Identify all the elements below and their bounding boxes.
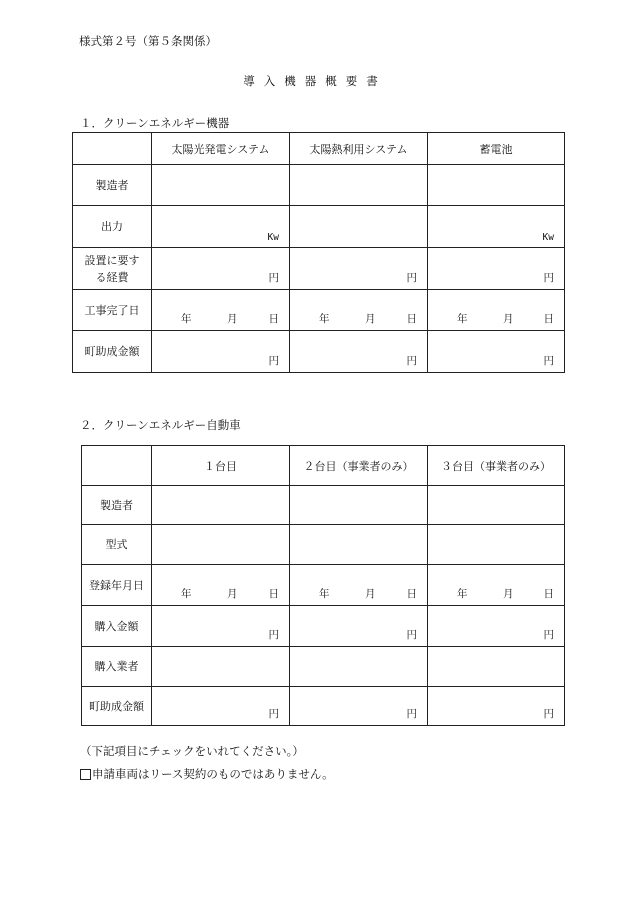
table-row [73, 331, 565, 373]
table-row [73, 248, 565, 290]
yen-unit: 円 [543, 629, 554, 641]
price-cell-vehicle-2[interactable] [290, 606, 428, 647]
subsidy-cell-vehicle-3[interactable] [428, 687, 565, 726]
maker-cell-solar-thermal[interactable] [290, 165, 428, 206]
yen-unit: 円 [406, 708, 417, 720]
row-label-installation-cost [73, 248, 152, 290]
col-header-vehicle-2: ２台目（事業者のみ） [290, 446, 428, 486]
document-title: 導入機器概要書 [243, 74, 387, 88]
day-unit: 日 [268, 588, 279, 600]
day-unit: 日 [543, 313, 554, 325]
day-unit: 日 [268, 313, 279, 325]
col-header-vehicle-3: ３台目（事業者のみ） [428, 446, 565, 486]
lease-checkbox-label: 申請車両はリース契約のものではありません。 [92, 767, 334, 781]
dealer-cell-vehicle-2[interactable] [290, 647, 428, 687]
month-unit: 月 [503, 588, 514, 600]
registration-cell-vehicle-3[interactable] [428, 565, 565, 606]
dealer-cell-vehicle-3[interactable] [428, 647, 565, 687]
yen-unit: 円 [543, 272, 554, 284]
installation-cost-line2: る経費 [95, 270, 129, 284]
kw-unit: Kw [267, 232, 279, 243]
output-cell-solar-thermal[interactable] [290, 206, 428, 248]
row-label-dealer: 購入業者 [82, 647, 152, 687]
completion-cell-solar-pv[interactable] [152, 290, 290, 331]
row-label-maker: 製造者 [73, 165, 152, 206]
table-row [73, 165, 565, 206]
subsidy-cell-vehicle-2[interactable] [290, 687, 428, 726]
registration-cell-vehicle-1[interactable] [152, 565, 290, 606]
day-unit: 日 [406, 313, 417, 325]
equipment-table [72, 132, 565, 373]
table-row [73, 290, 565, 331]
year-unit: 年 [181, 588, 192, 600]
vehicle-table [81, 445, 565, 726]
month-unit: 月 [365, 588, 376, 600]
subsidy-cell-solar-thermal[interactable] [290, 331, 428, 373]
subsidy-cell-solar-pv[interactable] [152, 331, 290, 373]
maker-cell-battery[interactable] [428, 165, 565, 206]
maker-cell-vehicle-3[interactable] [428, 486, 565, 525]
row-label-maker: 製造者 [82, 486, 152, 525]
lease-checkbox-row[interactable] [80, 766, 334, 782]
table-row [82, 647, 565, 687]
maker-cell-solar-pv[interactable] [152, 165, 290, 206]
model-cell-vehicle-1[interactable] [152, 525, 290, 565]
maker-cell-vehicle-1[interactable] [152, 486, 290, 525]
month-unit: 月 [503, 313, 514, 325]
cost-cell-solar-pv[interactable] [152, 248, 290, 290]
table-row [82, 687, 565, 726]
row-label-town-subsidy: 町助成金額 [82, 687, 152, 726]
row-label-completion-date: 工事完了日 [73, 290, 152, 331]
table-header-row [73, 133, 565, 165]
day-unit: 日 [406, 588, 417, 600]
row-label-town-subsidy: 町助成金額 [73, 331, 152, 373]
dealer-cell-vehicle-1[interactable] [152, 647, 290, 687]
table-row [82, 565, 565, 606]
month-unit: 月 [227, 313, 238, 325]
day-unit: 日 [543, 588, 554, 600]
model-cell-vehicle-2[interactable] [290, 525, 428, 565]
yen-unit: 円 [406, 272, 417, 284]
row-label-model: 型式 [82, 525, 152, 565]
installation-cost-line1: 設置に要す [84, 253, 140, 267]
year-unit: 年 [319, 588, 330, 600]
yen-unit: 円 [268, 272, 279, 284]
price-cell-vehicle-1[interactable] [152, 606, 290, 647]
year-unit: 年 [457, 588, 468, 600]
kw-unit: Kw [542, 232, 554, 243]
subsidy-cell-vehicle-1[interactable] [152, 687, 290, 726]
section1-title: １．クリーンエネルギー機器 [80, 116, 230, 130]
table-row [82, 486, 565, 525]
col-header-solar-thermal: 太陽熱利用システム [290, 133, 428, 165]
output-cell-solar-pv[interactable] [152, 206, 290, 248]
checkbox-instruction: （下記項目にチェックをいれてください。） [80, 744, 304, 758]
table-row [73, 206, 565, 248]
row-label-registration-date: 登録年月日 [82, 565, 152, 606]
maker-cell-vehicle-2[interactable] [290, 486, 428, 525]
yen-unit: 円 [268, 355, 279, 367]
table-row [82, 606, 565, 647]
col-header-solar-pv: 太陽光発電システム [152, 133, 290, 165]
price-cell-vehicle-3[interactable] [428, 606, 565, 647]
table-header-row [82, 446, 565, 486]
row-label-purchase-price: 購入金額 [82, 606, 152, 647]
yen-unit: 円 [543, 355, 554, 367]
header-blank-cell [82, 446, 152, 486]
completion-cell-solar-thermal[interactable] [290, 290, 428, 331]
model-cell-vehicle-3[interactable] [428, 525, 565, 565]
yen-unit: 円 [406, 355, 417, 367]
month-unit: 月 [227, 588, 238, 600]
col-header-vehicle-1: １台目 [152, 446, 290, 486]
year-unit: 年 [181, 313, 192, 325]
year-unit: 年 [457, 313, 468, 325]
row-label-output: 出力 [73, 206, 152, 248]
table-row [82, 525, 565, 565]
cost-cell-battery[interactable] [428, 248, 565, 290]
header-blank-cell [73, 133, 152, 165]
section2-title: ２．クリーンエネルギー自動車 [80, 418, 241, 432]
lease-checkbox[interactable] [80, 769, 91, 780]
yen-unit: 円 [268, 708, 279, 720]
year-unit: 年 [319, 313, 330, 325]
form-number: 様式第２号（第５条関係） [79, 34, 217, 48]
registration-cell-vehicle-2[interactable] [290, 565, 428, 606]
yen-unit: 円 [268, 629, 279, 641]
yen-unit: 円 [406, 629, 417, 641]
completion-cell-battery[interactable] [428, 290, 565, 331]
output-cell-battery[interactable] [428, 206, 565, 248]
col-header-battery: 蓄電池 [428, 133, 565, 165]
cost-cell-solar-thermal[interactable] [290, 248, 428, 290]
yen-unit: 円 [543, 708, 554, 720]
subsidy-cell-battery[interactable] [428, 331, 565, 373]
month-unit: 月 [365, 313, 376, 325]
